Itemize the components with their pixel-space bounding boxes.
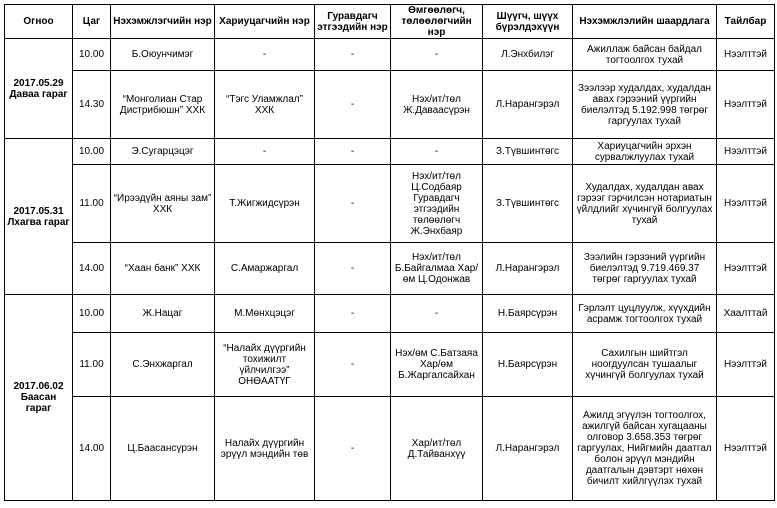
note-cell: Нээлттэй bbox=[717, 397, 775, 501]
date-value: 2017.06.02 bbox=[13, 381, 64, 392]
claim-cell: Ажилд эгүүлэн тогтоолгох, ажилгүй байсан хугацааны олговор 3.658.353 төгрөг гаргуулах, Нийгмийн даатгал болон эрүүл мэндийн даатгалын дэвтэрт нөхөн бичилт хийлгүүлэх тухай bbox=[573, 397, 717, 501]
defendant-cell: Т.Жигжидсүрэн bbox=[215, 165, 315, 243]
judge-cell: Л.Энхбилэг bbox=[483, 39, 573, 71]
date-value: 2017.05.31 bbox=[13, 205, 64, 217]
time-cell: 10.00 bbox=[73, 39, 111, 71]
note-cell: Нээлттэй bbox=[717, 243, 775, 295]
table-row bbox=[5, 139, 775, 165]
judge-cell: З.Түвшинтөгс bbox=[483, 139, 573, 165]
date-cell bbox=[5, 295, 73, 501]
lawyer-cell: Нэх/ит/төл Б.Байгалмаа Хар/өм Ц.Одонжав bbox=[391, 243, 483, 295]
header-note: Тайлбар bbox=[717, 5, 775, 39]
lawyer-cell: - bbox=[391, 295, 483, 333]
table-row bbox=[5, 243, 775, 295]
lawyer-cell: - bbox=[391, 139, 483, 165]
lawyer-cell: Хар/ит/төл Д.Тайванхүү bbox=[391, 397, 483, 501]
plaintiff-cell: Э.Сугарцэцэг bbox=[111, 139, 215, 165]
defendant-cell: - bbox=[215, 139, 315, 165]
weekday-value: Баасан гараг bbox=[20, 392, 57, 414]
claim-cell: Зээлийн гэрээний үүргийн биелэлтэд 9.719.469.37 төгрөг гаргуулах тухай bbox=[573, 243, 717, 295]
defendant-cell: - bbox=[215, 39, 315, 71]
third-party-cell: - bbox=[315, 139, 391, 165]
lawyer-cell: Нэх/ит/төл Ц.Содбаяр Гуравдагч этгээдийн төлөөлөгч Ж.Энхбаяр bbox=[391, 165, 483, 243]
lawyer-cell: - bbox=[391, 39, 483, 71]
date-cell bbox=[5, 39, 73, 139]
third-party-cell: - bbox=[315, 39, 391, 71]
plaintiff-cell: Ж.Нацаг bbox=[111, 295, 215, 333]
table-row bbox=[5, 295, 775, 333]
header-judge: Шүүгч, шүүх бүрэлдэхүүн bbox=[483, 5, 573, 39]
time-cell: 10.00 bbox=[73, 295, 111, 333]
third-party-cell: - bbox=[315, 71, 391, 139]
plaintiff-cell: Б.Оюунчимэг bbox=[111, 39, 215, 71]
plaintiff-cell: “Ирээдүйн аяны зам” ХХК bbox=[111, 165, 215, 243]
header-row bbox=[5, 5, 775, 39]
note-cell: Нээлттэй bbox=[717, 333, 775, 397]
third-party-cell: - bbox=[315, 295, 391, 333]
note-cell: Нээлттэй bbox=[717, 165, 775, 243]
date-value: 2017.05.29 bbox=[13, 77, 64, 89]
time-cell: 10.00 bbox=[73, 139, 111, 165]
judge-cell: З.Түвшинтөгс bbox=[483, 165, 573, 243]
table-row bbox=[5, 39, 775, 71]
time-cell: 11.00 bbox=[73, 333, 111, 397]
court-schedule-table bbox=[4, 4, 775, 501]
table-row bbox=[5, 71, 775, 139]
third-party-cell: - bbox=[315, 397, 391, 501]
note-cell: Нээлттэй bbox=[717, 39, 775, 71]
judge-cell: Н.Баярсүрэн bbox=[483, 333, 573, 397]
plaintiff-cell: “Монголиан Стар Дистрибюшн” ХХК bbox=[111, 71, 215, 139]
third-party-cell: - bbox=[315, 333, 391, 397]
claim-cell: Зээлээр худалдах, худалдан авах гэрээний үүргийн биелэлтэд 5.192.998 төгрөг гаргуулах тухай bbox=[573, 71, 717, 139]
lawyer-cell: Нэх/ит/төл Ж.Даваасүрэн bbox=[391, 71, 483, 139]
table-row bbox=[5, 165, 775, 243]
defendant-cell: Налайх дүүргийн эрүүл мэндийн төв bbox=[215, 397, 315, 501]
judge-cell: Л.Нарангэрэл bbox=[483, 71, 573, 139]
note-cell: Нээлттэй bbox=[717, 71, 775, 139]
third-party-cell: - bbox=[315, 165, 391, 243]
weekday-value: Лхагва гараг bbox=[7, 216, 70, 228]
header-lawyer: Өмгөөлөгч, төлөөлөгчийн нэр bbox=[391, 5, 483, 39]
note-cell: Нээлттэй bbox=[717, 139, 775, 165]
time-cell: 14.00 bbox=[73, 243, 111, 295]
header-time: Цаг bbox=[73, 5, 111, 39]
claim-cell: Ажиллаж байсан байдал тогтоолгох тухай bbox=[573, 39, 717, 71]
header-defendant: Хариуцагчийн нэр bbox=[215, 5, 315, 39]
claim-cell: Сахилгын шийтгэл ноогдуулсан тушаалыг хүчингүй болгуулах тухай bbox=[573, 333, 717, 397]
defendant-cell: М.Мөнхцэцэг bbox=[215, 295, 315, 333]
claim-cell: Хариуцагчийн эрхэн сурвалжлуулах тухай bbox=[573, 139, 717, 165]
header-claim: Нэхэмжлэлийн шаардлага bbox=[573, 5, 717, 39]
note-cell: Хаалттай bbox=[717, 295, 775, 333]
plaintiff-cell: “Хаан банк” ХХК bbox=[111, 243, 215, 295]
defendant-cell: “Тэгс Уламжлал” ХХК bbox=[215, 71, 315, 139]
time-cell: 14.00 bbox=[73, 397, 111, 501]
judge-cell: Н.Баярсүрэн bbox=[483, 295, 573, 333]
table-row bbox=[5, 333, 775, 397]
table-row bbox=[5, 397, 775, 501]
header-date: Огноо bbox=[5, 5, 73, 39]
header-plaintiff: Нэхэмжлэгчийн нэр bbox=[111, 5, 215, 39]
lawyer-cell: Нэх/өм С.Батзаяа Хар/өм Б.Жаргалсайхан bbox=[391, 333, 483, 397]
third-party-cell: - bbox=[315, 243, 391, 295]
judge-cell: Л.Нарангэрэл bbox=[483, 243, 573, 295]
date-cell bbox=[5, 139, 73, 295]
header-third-party: Гуравдагч этгээдийн нэр bbox=[315, 5, 391, 39]
time-cell: 11.00 bbox=[73, 165, 111, 243]
defendant-cell: “Налайх дүүргийн тохижилт үйлчилгээ” ОНӨААТҮГ bbox=[215, 333, 315, 397]
claim-cell: Гэрлэлт цуцлуулж, хүүхдийн асрамж тогтоолгох тухай bbox=[573, 295, 717, 333]
claim-cell: Худалдах, худалдан авах гэрээг гэрчилсэн нотариатын үйлдлийг хүчингүй болгуулах тухай bbox=[573, 165, 717, 243]
judge-cell: Л.Нарангэрэл bbox=[483, 397, 573, 501]
plaintiff-cell: Ц.Баасансүрэн bbox=[111, 397, 215, 501]
plaintiff-cell: С.Энхжаргал bbox=[111, 333, 215, 397]
defendant-cell: С.Амаржаргал bbox=[215, 243, 315, 295]
weekday-value: Даваа гараг bbox=[9, 88, 68, 100]
time-cell: 14.30 bbox=[73, 71, 111, 139]
